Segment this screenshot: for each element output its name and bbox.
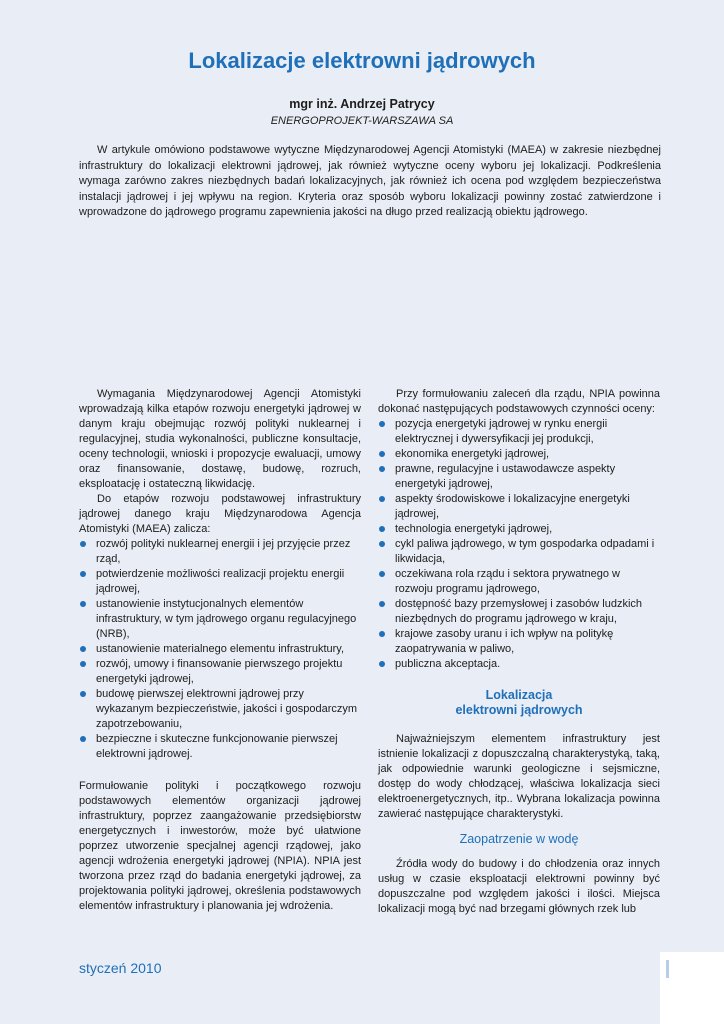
article-abstract: W artykule omówiono podstawowe wytyczne Międzynarodowej Agencji Atomistyki (MAEA) w zakresie niezbędnej infrastruktury do lokalizacji elektrowni jądrowej, jak również wytyczne oceny wyboru jej lokalizacji. Podkreślenia wymaga zarówno zakres niezbędnych badań lokalizacyjnych, jak również ich ocena pod względem bezpieczeństwa instalacji jądrowej i jej wpływu na region. Kryteria oraz sposób wyboru lokalizacji powinny zostać zatwierdzone i wprowadzone do jądrowego programu zapewnienia jakości na długo przed realizacją obiektu jądrowego. [79, 144, 661, 218]
article-author: mgr inż. Andrzej Patrycy [289, 97, 435, 111]
left-column [79, 387, 361, 914]
list-item: rozwój, umowy i finansowanie pierwszego projektu energetyki jądrowej, [79, 657, 361, 687]
list-item: ustanowienie materialnego elementu infrastruktury, [79, 642, 361, 657]
list-item: publiczna akceptacja. [378, 657, 660, 672]
list-item: ekonomika energetyki jądrowej, [378, 447, 660, 462]
list-item: krajowe zasoby uranu i ich wpływ na politykę zaopatrywania w paliwo, [378, 627, 660, 657]
right-paragraph-2: Najważniejszym elementem infrastruktury jest istnienie lokalizacji z dopuszczalną charakterystyką, taką, jak odpowiednie warunki geologiczne i sejsmiczne, dostęp do wody chłodzącej, właściwa lokalizacja sieci elektroenergetycznych, itp.. Wybrana lokalizacja powinna zawierać następujące charakterystyki. [378, 733, 660, 820]
footer-date: styczeń 2010 [79, 960, 162, 976]
infrastructure-stages-list [79, 537, 361, 762]
list-item: pozycja energetyki jądrowej w rynku energii elektrycznej i dywersyfikacji jej produkcji, [378, 417, 660, 447]
page-number-tab [660, 952, 724, 1024]
list-item: oczekiwana rola rządu i sektora prywatnego w rozwoju programu jądrowego, [378, 567, 660, 597]
list-item: bezpieczne i skuteczne funkcjonowanie pierwszej elektrowni jądrowej. [79, 732, 361, 762]
left-paragraph-2: Do etapów rozwoju podstawowej infrastruktury jądrowej danego kraju Międzynarodowa Agencja Atomistyki (MAEA) zalicza: [79, 493, 361, 535]
right-column [378, 387, 660, 917]
list-item: prawne, regulacyjne i ustawodawcze aspekty energetyki jądrowej, [378, 462, 660, 492]
list-item: dostępność bazy przemysłowej i zasobów ludzkich niezbędnych do programu jądrowego w kraju, [378, 597, 660, 627]
section-title [378, 688, 660, 718]
section-title-line-2: elektrowni jądrowych [455, 703, 583, 717]
left-paragraph-3: Formułowanie polityki i początkowego rozwoju podstawowych elementów organizacji jądrowej infrastruktury, poprzez zaangażowanie przedsiębiorstw energetycznych i inwestorów, może być ułatwione poprzez utworzenie specjalnej agencji rządowej, jako agencji wdrożenia energetyki jądrowej (NPIA). NPIA jest tworzona przez rząd do badania energetyki jądrowej, za projektowania polityki jądrowej, określenia podstawowych elementów infrastruktury i planowania jej wdrożenia. [79, 780, 361, 912]
npia-assessment-list [378, 417, 660, 672]
list-item: budowę pierwszej elektrowni jądrowej przy wykazanym bezpieczeństwie, jakości i gospodarczym zapotrzebowaniu, [79, 687, 361, 732]
left-paragraph-1: Wymagania Międzynarodowej Agencji Atomistyki wprowadzają kilka etapów rozwoju energetyki jądrowej w danym kraju obejmując rozwój polityki nuklearnej i regulacyjnej, studia wykonalności, publiczne konsultacje, oceny technologii, wnioski i propozycje ewaluacji, umowy oraz finansowanie, dostawę, budowę, rozruch, eksploatację i ostateczną likwidację. [79, 388, 361, 490]
section-title-line-1: Lokalizacja [485, 688, 553, 702]
author-affiliation: ENERGOPROJEKT-WARSZAWA SA [270, 115, 454, 127]
subsection-title: Zaopatrzenie w wodę [459, 832, 579, 846]
page-tab-marker [666, 960, 669, 978]
list-item: cykl paliwa jądrowego, w tym gospodarka odpadami i likwidacja, [378, 537, 660, 567]
article-title: Lokalizacje elektrowni jądrowych [188, 48, 536, 73]
right-paragraph-3: Źródła wody do budowy i do chłodzenia oraz innych usług w czasie eksploatacji elektrowni powinny być dopuszczalne pod względem jakości i ilości. Miejsca lokalizacji mogą być nad brzegami głównych rzek lub [378, 858, 660, 915]
right-paragraph-1: Przy formułowaniu zaleceń dla rządu, NPIA powinna dokonać następujących podstawowych czynności oceny: [378, 388, 660, 415]
list-item: ustanowienie instytucjonalnych elementów infrastruktury, w tym jądrowego organu regulacyjnego (NRB), [79, 597, 361, 642]
list-item: rozwój polityki nuklearnej energii i jej przyjęcie przez rząd, [79, 537, 361, 567]
list-item: technologia energetyki jądrowej, [378, 522, 660, 537]
list-item: potwierdzenie możliwości realizacji projektu energii jądrowej, [79, 567, 361, 597]
list-item: aspekty środowiskowe i lokalizacyjne energetyki jądrowej, [378, 492, 660, 522]
